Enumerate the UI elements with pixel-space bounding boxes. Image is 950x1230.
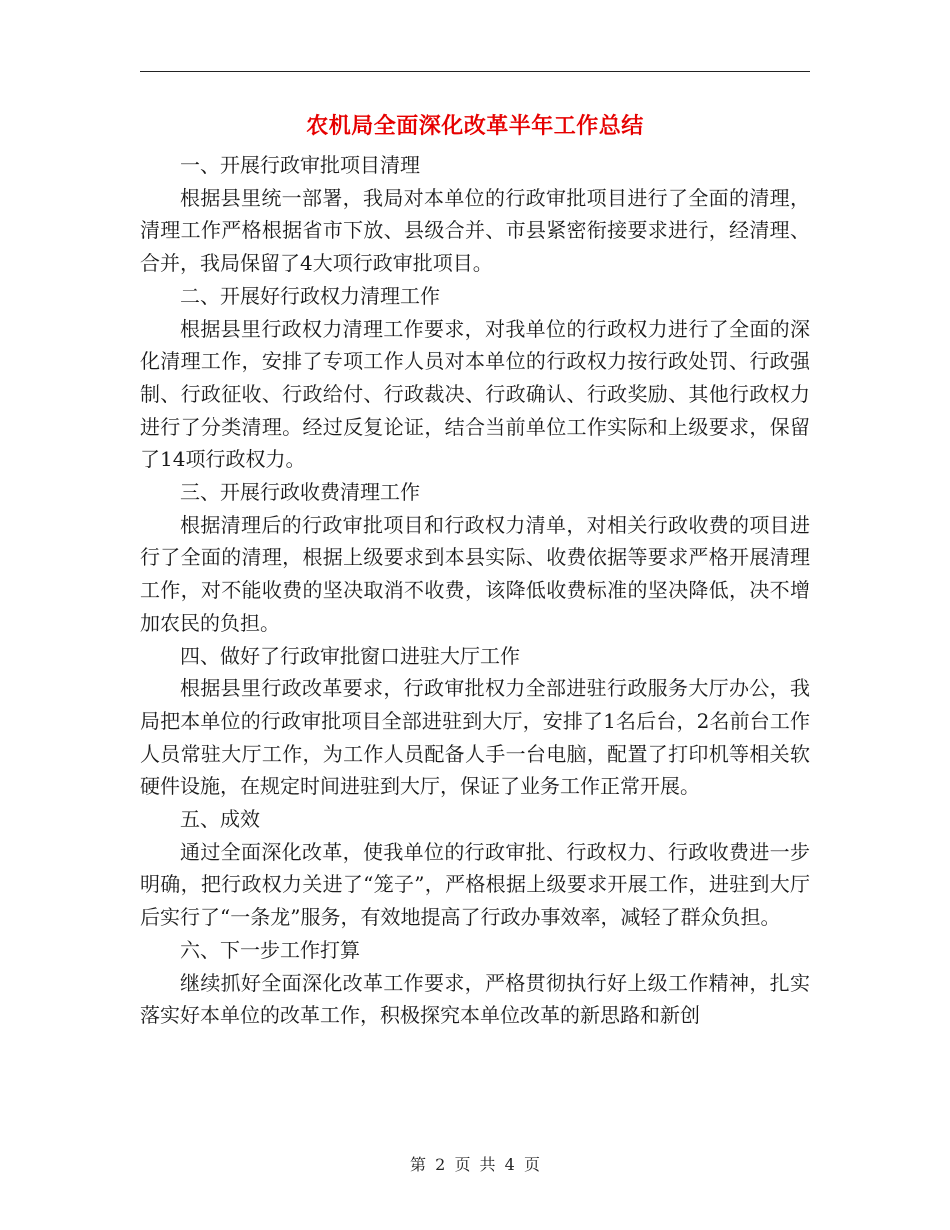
document-title: 农机局全面深化改革半年工作总结 (306, 113, 644, 139)
paragraph-1: 根据县里统一部署，我局对本单位的行政审批项目进行了全面的清理，清理工作严格根据省市下放、县级合并、市县紧密衔接要求进行，经清理、合并，我局保留了4大项行政审批项目。 (140, 185, 810, 276)
paragraph-6: 继续抓好全面深化改革工作要求，严格贯彻执行好上级工作精神，扎实落实好本单位的改革工作，积极探究本单位改革的新思路和新创 (140, 970, 810, 1028)
paragraph-5: 通过全面深化改革，使我单位的行政审批、行政权力、行政收费进一步明确，把行政权力关进了“笼子”，严格根据上级要求开展工作，进驻到大厅后实行了“一条龙”服务，有效地提高了行政办事效率，减轻了群众负担。 (140, 839, 810, 930)
footer-page-word: 页 (454, 1155, 471, 1174)
paragraph-2: 根据县里行政权力清理工作要求，对我单位的行政权力进行了全面的深化清理工作，安排了专项工作人员对本单位的行政权力按行政处罚、行政强制、行政征收、行政给付、行政裁决、行政确认、行政奖励、其他行政权力进行了分类清理。经过反复论证，结合当前单位工作实际和上级要求，保留了14项行政权力。 (140, 316, 810, 472)
document-body (140, 149, 810, 1032)
footer-prefix: 第 (410, 1155, 427, 1174)
header-rule (140, 71, 810, 72)
footer-current-page: 2 (435, 1155, 446, 1174)
section-heading-3: 三、开展行政收费清理工作 (180, 480, 420, 505)
footer-total-word: 共 (479, 1155, 496, 1174)
footer-total-pages: 4 (504, 1155, 515, 1174)
paragraph-3: 根据清理后的行政审批项目和行政权力清单，对相关行政收费的项目进行了全面的清理，根据上级要求到本县实际、收费依据等要求严格开展清理工作，对不能收费的坚决取消不收费，该降低收费标准的坚决降低，决不增加农民的负担。 (140, 512, 810, 635)
section-heading-1: 一、开展行政审批项目清理 (180, 153, 420, 177)
paragraph-4: 根据县里行政改革要求，行政审批权力全部进驻行政服务大厅办公，我局把本单位的行政审批项目全部进驻到大厅，安排了1名后台，2名前台工作人员常驻大厅工作，为工作人员配备人手一台电脑，配置了打印机等相关软硬件设施，在规定时间进驻到大厅，保证了业务工作正常开展。 (140, 676, 810, 799)
section-heading-6: 六、下一步工作打算 (180, 937, 360, 962)
page-footer (0, 1153, 950, 1177)
section-heading-4: 四、做好了行政审批窗口进驻大厅工作 (180, 643, 520, 668)
footer-suffix: 页 (523, 1155, 540, 1174)
section-heading-5: 五、成效 (180, 807, 260, 832)
section-heading-2: 二、开展好行政权力清理工作 (180, 283, 440, 308)
